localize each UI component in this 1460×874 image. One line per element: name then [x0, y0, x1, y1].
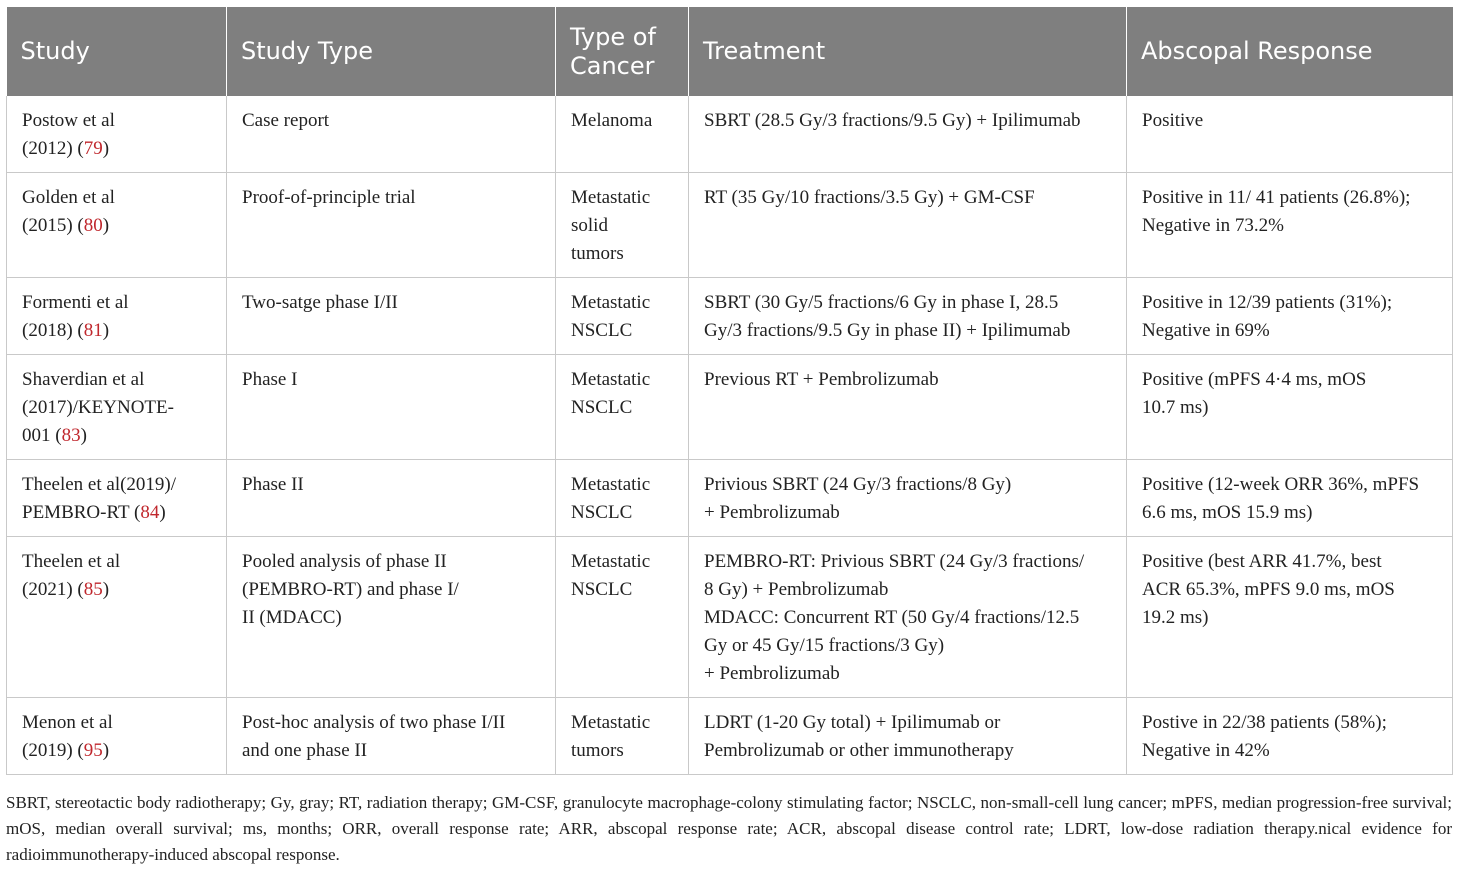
table-body: [7, 96, 1453, 775]
study-year: [22, 212, 212, 240]
cell-type-of-cancer: [556, 537, 689, 698]
cell-treatment-line: Pembrolizumab or other immunotherapy: [704, 740, 1014, 761]
cell-treatment-line: + Pembrolizumab: [704, 502, 840, 523]
cell-type-of-cancer: [556, 698, 689, 775]
cell-treatment: [689, 173, 1127, 278]
cell-abscopal-response-line: Negative in 42%: [1142, 740, 1270, 761]
cell-study-type: [227, 698, 556, 775]
cell-type-of-cancer-line: Metastatic: [571, 474, 651, 495]
study-year-text: 001 (: [22, 425, 62, 446]
table-row: [7, 698, 1453, 775]
cell-study-type: [227, 460, 556, 537]
cell-type-of-cancer-line: NSCLC: [571, 397, 633, 418]
study-year: [22, 576, 212, 604]
cell-study-type-line: II (MDACC): [242, 607, 342, 628]
cell-abscopal-response: [1127, 96, 1453, 173]
header-type-of-cancer: Type of Cancer: [556, 7, 689, 96]
cell-study-type-line: Post-hoc analysis of two phase I/II: [242, 712, 506, 733]
reference-link[interactable]: 95: [83, 740, 103, 761]
study-name-cont: (2017)/KEYNOTE-: [22, 397, 174, 418]
header-abscopal-response: Abscopal Response: [1127, 7, 1453, 96]
cell-abscopal-response-line: ACR 65.3%, mPFS 9.0 ms, mOS: [1142, 579, 1395, 600]
cell-study: [7, 460, 227, 537]
cell-study: [7, 698, 227, 775]
cell-type-of-cancer: [556, 96, 689, 173]
cell-type-of-cancer: [556, 278, 689, 355]
cell-treatment-line: RT (35 Gy/10 fractions/3.5 Gy) + GM-CSF: [704, 187, 1035, 208]
cell-study-type: [227, 278, 556, 355]
cell-abscopal-response-line: Positive (12-week ORR 36%, mPFS: [1142, 474, 1420, 495]
cell-abscopal-response-line: 19.2 ms): [1142, 607, 1209, 628]
cell-treatment: [689, 96, 1127, 173]
cell-abscopal-response-line: 10.7 ms): [1142, 397, 1209, 418]
cell-type-of-cancer-line: Metastatic: [571, 551, 651, 572]
study-year-close: ): [102, 138, 110, 159]
study-year-close: ): [80, 425, 87, 446]
cell-abscopal-response-line: Negative in 69%: [1142, 320, 1270, 341]
cell-study: [7, 173, 227, 278]
cell-treatment-line: 8 Gy) + Pembrolizumab: [704, 579, 889, 600]
cell-abscopal-response-line: Postive in 22/38 patients (58%);: [1142, 712, 1387, 733]
cell-type-of-cancer-line: Metastatic: [571, 712, 651, 733]
table-row: [7, 460, 1453, 537]
cell-abscopal-response-line: Positive (mPFS 4·4 ms, mOS: [1142, 369, 1367, 390]
study-year-text: (2015) (: [22, 215, 84, 236]
study-name: Menon et al: [22, 712, 113, 733]
table-row: [7, 96, 1453, 173]
cell-abscopal-response-line: Positive in 11/ 41 patients (26.8%);: [1142, 187, 1411, 208]
cell-abscopal-response-line: Positive (best ARR 41.7%, best: [1142, 551, 1382, 572]
cell-treatment: [689, 460, 1127, 537]
study-year-close: ): [159, 502, 166, 523]
cell-type-of-cancer-line: tumors: [571, 740, 624, 761]
study-year-close: ): [102, 215, 110, 236]
reference-link[interactable]: 85: [83, 579, 103, 600]
study-year-text: (2018) (: [22, 320, 84, 341]
cell-treatment-line: LDRT (1-20 Gy total) + Ipilimumab or: [704, 712, 1001, 733]
table-row: [7, 537, 1453, 698]
study-year-text: (2021) (: [22, 579, 84, 600]
table-header-row: [7, 7, 1453, 96]
study-name: Postow et al: [22, 110, 115, 131]
cell-study: [7, 355, 227, 460]
cell-treatment: [689, 698, 1127, 775]
reference-link[interactable]: 84: [140, 502, 160, 523]
cell-study-type-line: (PEMBRO-RT) and phase I/: [242, 579, 459, 600]
cell-study-type-line: and one phase II: [242, 740, 368, 761]
cell-study-type: [227, 355, 556, 460]
cell-type-of-cancer-line: NSCLC: [571, 320, 633, 341]
cell-type-of-cancer-line: Metastatic: [571, 292, 651, 313]
cell-abscopal-response-line: Positive: [1142, 110, 1204, 131]
cell-study-type-line: Phase II: [242, 474, 304, 495]
cell-abscopal-response-line: 6.6 ms, mOS 15.9 ms): [1142, 502, 1313, 523]
study-name: Theelen et al: [22, 551, 121, 572]
cell-treatment-line: Gy/3 fractions/9.5 Gy in phase II) + Ipilimumab: [704, 320, 1071, 341]
cell-study-type-line: Case report: [242, 110, 330, 131]
header-study-type: Study Type: [227, 7, 556, 96]
cell-study-type-line: Phase I: [242, 369, 298, 390]
cell-treatment-line: + Pembrolizumab: [704, 663, 840, 684]
study-year-text: PEMBRO-RT (: [22, 502, 141, 523]
table-container: [6, 7, 1452, 775]
study-year: [22, 317, 212, 345]
study-name: Shaverdian et al: [22, 369, 145, 390]
cell-study: [7, 537, 227, 698]
cell-abscopal-response: [1127, 460, 1453, 537]
cell-treatment: [689, 355, 1127, 460]
study-year-close: ): [102, 579, 110, 600]
study-year: [22, 737, 212, 765]
study-year: [22, 499, 212, 527]
cell-study-type: [227, 96, 556, 173]
study-year: [22, 422, 212, 450]
study-name: Golden et al: [22, 187, 115, 208]
cell-treatment-line: SBRT (28.5 Gy/3 fractions/9.5 Gy) + Ipilimumab: [704, 110, 1081, 131]
cell-study-type-line: Two-satge phase I/II: [242, 292, 398, 313]
cell-treatment: [689, 278, 1127, 355]
cell-abscopal-response: [1127, 173, 1453, 278]
study-year-close: ): [102, 740, 110, 761]
reference-link[interactable]: 83: [61, 425, 81, 446]
cell-abscopal-response: [1127, 278, 1453, 355]
reference-link[interactable]: 79: [83, 138, 103, 159]
reference-link[interactable]: 80: [83, 215, 103, 236]
cell-type-of-cancer-line: NSCLC: [571, 579, 633, 600]
cell-treatment-line: Gy or 45 Gy/15 fractions/3 Gy): [704, 635, 945, 656]
study-year-text: (2012) (: [22, 138, 84, 159]
cell-treatment-line: Privious SBRT (24 Gy/3 fractions/8 Gy): [704, 474, 1012, 495]
cell-abscopal-response: [1127, 698, 1453, 775]
cell-study: [7, 278, 227, 355]
header-treatment: Treatment: [689, 7, 1127, 96]
reference-link[interactable]: 81: [83, 320, 103, 341]
cell-treatment: [689, 537, 1127, 698]
cell-abscopal-response-line: Negative in 73.2%: [1142, 215, 1284, 236]
cell-study-type: [227, 537, 556, 698]
cell-abscopal-response: [1127, 355, 1453, 460]
abscopal-evidence-table: [6, 7, 1453, 775]
cell-treatment-line: PEMBRO-RT: Privious SBRT (24 Gy/3 fractions/: [704, 551, 1085, 572]
cell-treatment-line: MDACC: Concurrent RT (50 Gy/4 fractions/12.5: [704, 607, 1080, 628]
cell-type-of-cancer-line: NSCLC: [571, 502, 633, 523]
cell-study-type-line: Pooled analysis of phase II: [242, 551, 447, 572]
table-footnote: SBRT, stereotactic body radiotherapy; Gy, gray; RT, radiation therapy; GM-CSF, granulocyte macrophage-colony stimulating factor; NSCLC, non-small-cell lung cancer; mPFS, median progression-free survival; mOS, median overall survival; ms, months; ORR, overall response rate; ARR, abscopal response rate; ACR, abscopal disease control rate; LDRT, low-dose radiation therapy.nical evidence for radioimmunotherapy-induced abscopal response.: [6, 793, 1452, 864]
cell-abscopal-response: [1127, 537, 1453, 698]
study-year: [22, 135, 212, 163]
table-row: [7, 173, 1453, 278]
cell-abscopal-response-line: Positive in 12/39 patients (31%);: [1142, 292, 1393, 313]
cell-type-of-cancer-line: Metastatic: [571, 369, 651, 390]
cell-type-of-cancer: [556, 355, 689, 460]
cell-type-of-cancer-line: tumors: [571, 243, 624, 264]
cell-type-of-cancer-line: Metastatic: [571, 187, 651, 208]
header-study: Study: [7, 7, 227, 96]
cell-type-of-cancer: [556, 173, 689, 278]
table-row: [7, 278, 1453, 355]
cell-type-of-cancer-line: solid: [571, 215, 608, 236]
study-year-close: ): [102, 320, 110, 341]
study-name: Theelen et al(2019)/: [22, 474, 177, 495]
cell-study: [7, 96, 227, 173]
cell-study-type-line: Proof-of-principle trial: [242, 187, 416, 208]
study-name: Formenti et al: [22, 292, 129, 313]
cell-treatment-line: SBRT (30 Gy/5 fractions/6 Gy in phase I, 28.5: [704, 292, 1059, 313]
table-row: [7, 355, 1453, 460]
cell-type-of-cancer: [556, 460, 689, 537]
cell-treatment-line: Previous RT + Pembrolizumab: [704, 369, 939, 390]
cell-type-of-cancer-line: Melanoma: [571, 110, 653, 131]
study-year-text: (2019) (: [22, 740, 84, 761]
cell-study-type: [227, 173, 556, 278]
